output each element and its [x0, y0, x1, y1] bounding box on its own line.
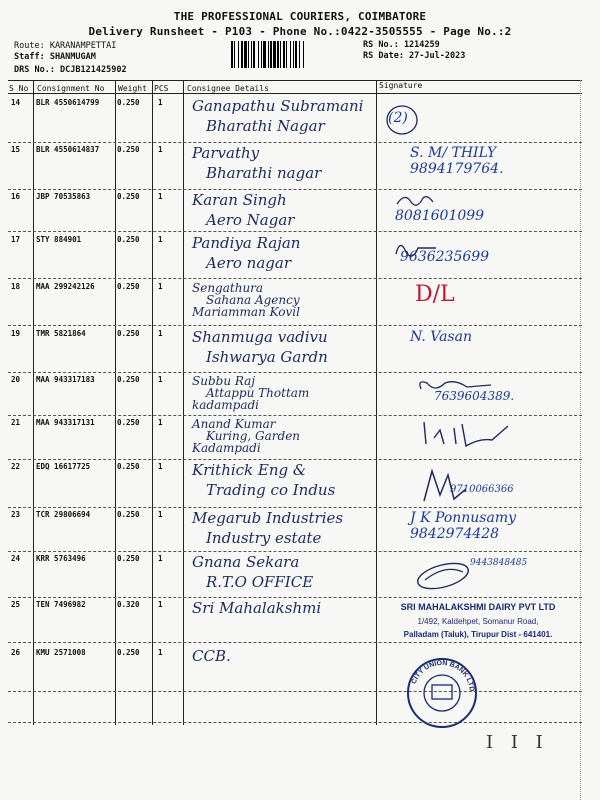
row-divider	[8, 722, 582, 723]
row-divider	[8, 459, 582, 460]
row-divider	[8, 597, 582, 598]
row-sno: 22	[11, 462, 21, 471]
signature-scribble	[384, 100, 424, 140]
row-sno: 20	[11, 375, 21, 384]
row-consignee-line: CCB.	[192, 647, 231, 665]
row-divider	[8, 415, 582, 416]
stamp-line-1: SRI MAHALAKSHMI DAIRY PVT LTD	[400, 602, 556, 612]
row-sno: 16	[11, 192, 21, 201]
row-weight: 0.250	[117, 418, 140, 427]
col-divider	[183, 80, 184, 725]
row-signature-text: D/L	[415, 282, 455, 307]
row-consignee-line: Bharathi Nagar	[206, 117, 325, 135]
row-weight: 0.250	[117, 462, 140, 471]
row-signature-text: 8081601099	[395, 208, 485, 224]
row-sno: 17	[11, 235, 21, 244]
route-label: Route: KARANAMPETTAI	[14, 41, 117, 51]
row-consignment-no: JBP 70535863	[36, 192, 91, 201]
row-consignment-no: MAA 299242126	[36, 282, 95, 291]
row-consignee-line: Attappu Thottam	[206, 386, 310, 400]
row-consignee-line: Aero nagar	[206, 254, 291, 272]
runsheet-subtitle: Delivery Runsheet - P103 - Phone No.:0422-3505555 - Page No.:2	[88, 25, 512, 38]
row-signature-text: J K Ponnusamy	[410, 510, 517, 526]
row-pcs: 1	[158, 600, 163, 609]
staff-label: Staff: SHANMUGAM	[14, 52, 96, 62]
drs-label: DRS No.: DCJB121425902	[14, 65, 127, 75]
row-sno: 21	[11, 418, 21, 427]
row-consignment-no: BLR 4550614799	[36, 98, 100, 107]
row-pcs: 1	[158, 192, 163, 201]
row-pcs: 1	[158, 510, 163, 519]
row-consignee-line: Sri Mahalakshmi	[192, 599, 322, 617]
row-weight: 0.320	[117, 600, 140, 609]
signature-scribble	[415, 375, 495, 399]
row-weight: 0.250	[117, 282, 140, 291]
row-consignee-line: Bharathi nagar	[206, 164, 322, 182]
barcode	[231, 41, 357, 68]
row-consignee-line: Pandiya Rajan	[192, 234, 301, 252]
row-signature-text: 9636235699	[400, 249, 490, 265]
row-consignment-no: BLR 4550614837	[36, 145, 100, 154]
row-sno: 18	[11, 282, 21, 291]
signature-scribble	[395, 190, 435, 212]
row-weight: 0.250	[117, 554, 140, 563]
row-consignment-no: MAA 943317183	[36, 375, 95, 384]
row-weight: 0.250	[117, 192, 140, 201]
row-consignee-line: Aero Nagar	[206, 211, 295, 229]
row-weight: 0.250	[117, 510, 140, 519]
row-consignee-line: Anand Kumar	[192, 417, 276, 431]
row-divider	[8, 691, 582, 692]
row-divider	[8, 507, 582, 508]
row-consignee-line: Sahana Agency	[206, 293, 300, 307]
row-pcs: 1	[158, 648, 163, 657]
row-weight: 0.250	[117, 98, 140, 107]
col-header-weight: Weight	[118, 84, 147, 93]
row-weight: 0.250	[117, 329, 140, 338]
row-consignee-line: Kadampadi	[192, 441, 261, 455]
row-divider	[8, 189, 582, 190]
page-edge	[580, 80, 581, 800]
row-signature-text: (2)	[388, 110, 408, 126]
col-divider	[33, 80, 34, 725]
row-weight: 0.250	[117, 235, 140, 244]
row-consignee-line: R.T.O OFFICE	[206, 573, 314, 591]
signature-scribble	[392, 234, 442, 264]
stamp-line-2: 1/492, Kaldehpet, Somanur Road,	[417, 617, 539, 626]
row-consignment-no: TMR 5821864	[36, 329, 86, 338]
row-signature-text: 9710066366	[450, 484, 514, 495]
row-divider	[8, 642, 582, 643]
row-consignee-line: Krithick Eng &	[192, 461, 307, 479]
row-consignment-no: STY 884901	[36, 235, 82, 244]
rs-no-label: RS No.: 1214259	[363, 40, 440, 50]
row-consignee-line: kadampadi	[192, 398, 259, 412]
row-pcs: 1	[158, 235, 163, 244]
svg-text:CITY UNION BANK LTD	[411, 660, 475, 692]
row-signature-text: 9443848485	[470, 558, 528, 568]
row-divider	[8, 372, 582, 373]
row-consignee-line: Shanmuga vadivu	[192, 328, 328, 346]
row-pcs: 1	[158, 145, 163, 154]
row-consignment-no: KMU 2571008	[36, 648, 86, 657]
row-pcs: 1	[158, 462, 163, 471]
col-header-pcs: PCS	[154, 84, 169, 93]
row-consignment-no: MAA 943317131	[36, 418, 95, 427]
col-header-signature: Signature	[379, 81, 423, 90]
row-consignee-line: Sengathura	[192, 281, 264, 295]
row-pcs: 1	[158, 554, 163, 563]
company-title: THE PROFESSIONAL COURIERS, COIMBATORE	[173, 10, 427, 23]
seal-text: CITY UNION BANK LTD	[410, 659, 476, 692]
row-consignee-line: Ganapathu Subramani	[192, 97, 364, 115]
row-sno: 25	[11, 600, 21, 609]
col-divider	[376, 80, 377, 725]
row-sno: 23	[11, 510, 21, 519]
row-consignee-line: Karan Singh	[192, 191, 287, 209]
row-consignee-line: Kuring, Garden	[206, 429, 301, 443]
row-divider	[8, 142, 582, 143]
company-stamp	[378, 602, 578, 639]
footer-marks: I I I	[486, 732, 549, 753]
row-consignee-line: Megarub Industries	[192, 509, 344, 527]
col-divider	[115, 80, 116, 725]
rs-date-label: RS Date: 27-Jul-2023	[363, 51, 466, 61]
row-signature-text: S. M/ THILY	[410, 145, 497, 161]
row-sno: 15	[11, 145, 21, 154]
row-pcs: 1	[158, 418, 163, 427]
row-divider	[8, 551, 582, 552]
row-consignment-no: TEN 7496982	[36, 600, 86, 609]
row-weight: 0.250	[117, 145, 140, 154]
row-pcs: 1	[158, 98, 163, 107]
row-divider	[8, 231, 582, 232]
row-consignment-no: KRR 5763496	[36, 554, 86, 563]
row-consignee-line: Gnana Sekara	[192, 553, 300, 571]
row-consignee-line: Parvathy	[192, 144, 260, 162]
row-consignee-line: Ishwarya Gardn	[206, 348, 328, 366]
stamp-line-3: Palladam (Taluk), Tirupur Dist - 641401.	[403, 630, 553, 639]
row-signature-text: 7639604389.	[434, 389, 515, 403]
row-consignment-no: TCR 29806694	[36, 510, 91, 519]
col-header-consignee: Consignee Details	[187, 84, 269, 93]
barcode-bar	[304, 41, 305, 68]
row-consignment-no: EDQ 16617725	[36, 462, 91, 471]
signature-scribble	[418, 465, 468, 505]
row-sno: 26	[11, 648, 21, 657]
row-signature-text: 9894179764.	[410, 161, 504, 177]
col-header-sno: S No	[9, 84, 29, 93]
row-signature-text: 9842974428	[410, 526, 500, 542]
row-pcs: 1	[158, 282, 163, 291]
signature-scribble	[405, 556, 485, 596]
row-consignee-line: Industry estate	[206, 529, 322, 547]
col-header-consignment: Consignment No	[37, 84, 105, 93]
table-top-border	[8, 80, 582, 81]
row-sno: 19	[11, 329, 21, 338]
row-sno: 14	[11, 98, 21, 107]
row-signature-text: N. Vasan	[410, 329, 472, 345]
row-sno: 24	[11, 554, 21, 563]
row-consignee-line: Mariamman Kovil	[192, 305, 300, 319]
row-pcs: 1	[158, 375, 163, 384]
row-consignee-line: Trading co Indus	[206, 481, 336, 499]
table-header-border	[8, 93, 582, 94]
row-weight: 0.250	[117, 375, 140, 384]
signature-scribble	[420, 418, 510, 450]
row-divider	[8, 325, 582, 326]
col-divider	[152, 80, 153, 725]
round-seal-stamp	[404, 655, 480, 731]
row-pcs: 1	[158, 329, 163, 338]
row-weight: 0.250	[117, 648, 140, 657]
row-consignee-line: Subbu Raj	[192, 374, 256, 388]
row-divider	[8, 278, 582, 279]
